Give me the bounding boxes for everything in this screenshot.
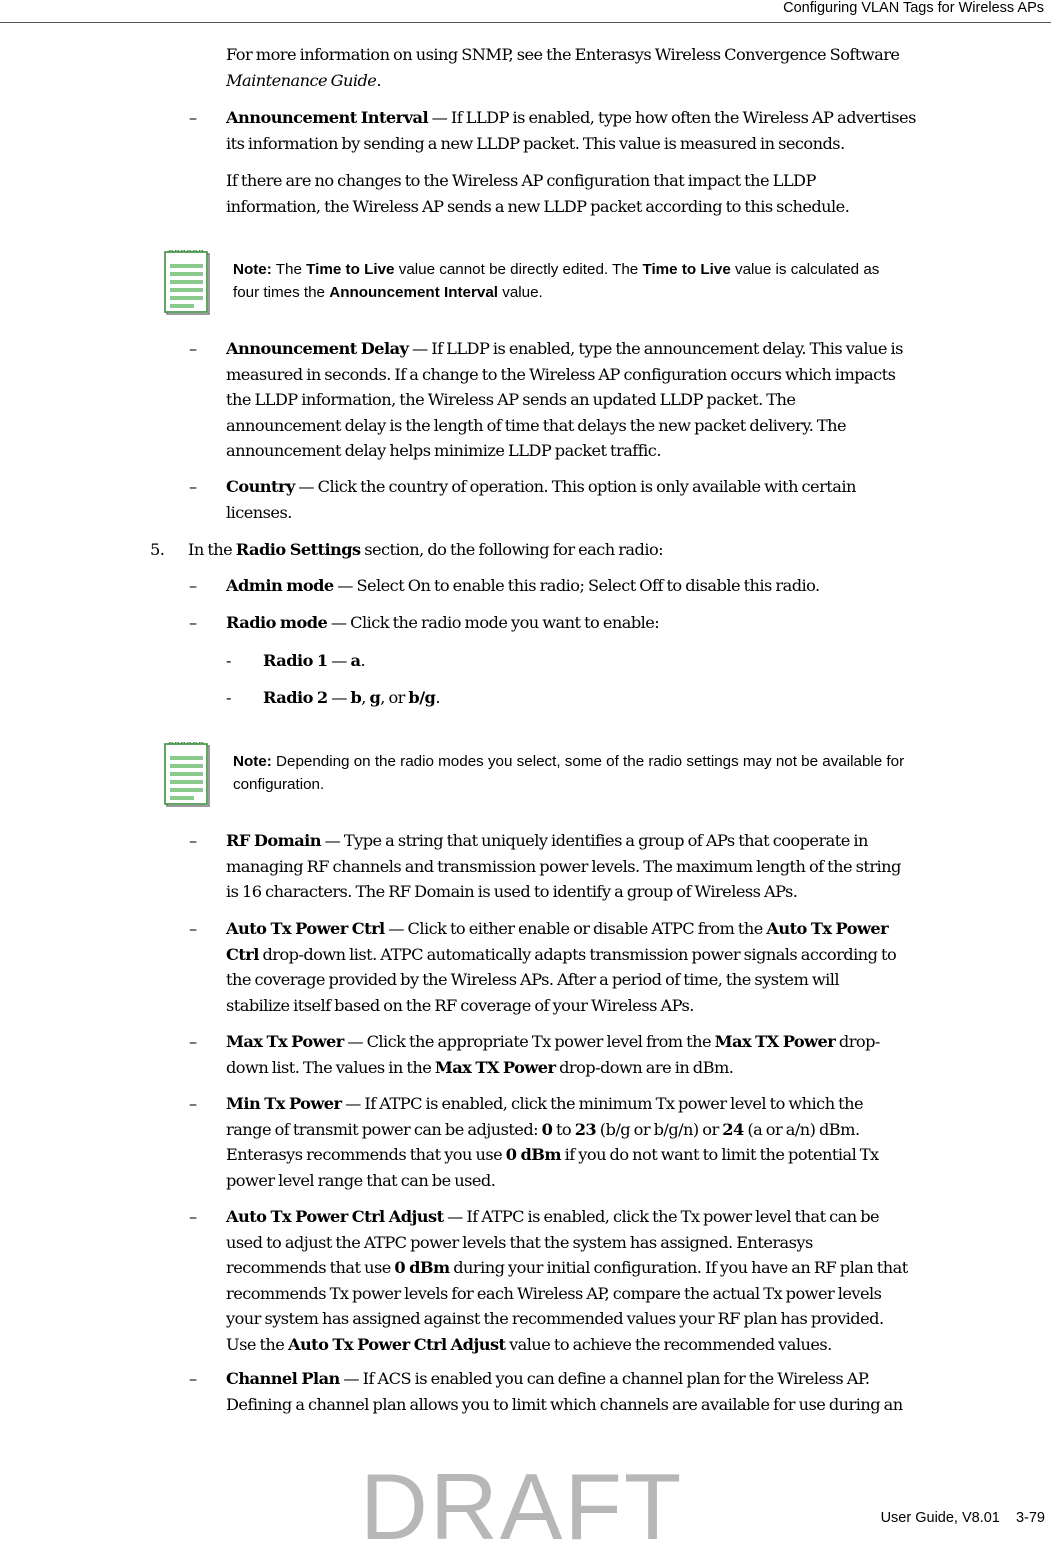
item-label: Radio mode bbox=[226, 613, 328, 632]
notepad-icon bbox=[163, 250, 211, 316]
note-text: Note: The Time to Live value cannot be directly edited. The Time to Live value is calculated as four times the Announcement Interval value. bbox=[233, 261, 880, 301]
page-footer: User Guide, V8.01 3-79 bbox=[880, 1510, 1045, 1526]
dash: – bbox=[189, 339, 197, 358]
header-title: Configuring VLAN Tags for Wireless APs bbox=[783, 0, 1044, 16]
dash: – bbox=[189, 1369, 197, 1388]
item-label: Announcement Delay bbox=[226, 339, 409, 358]
dash: – bbox=[189, 477, 197, 496]
step-number: 5. bbox=[150, 540, 165, 559]
dash: – bbox=[189, 831, 197, 850]
intro-line-2: Maintenance Guide. bbox=[226, 70, 381, 90]
item-label: Max Tx Power bbox=[226, 1032, 344, 1051]
no-changes-paragraph: If there are no changes to the Wireless AP configuration that impact the LLDP information, the Wireless AP sends a new LLDP packet according to this schedule. bbox=[226, 171, 850, 216]
dash: – bbox=[189, 1207, 197, 1226]
guide-title: Maintenance Guide bbox=[226, 70, 377, 90]
item-label: Channel Plan bbox=[226, 1369, 340, 1388]
dash: - bbox=[226, 651, 231, 670]
dash: - bbox=[226, 688, 231, 707]
item-label: Admin mode bbox=[226, 576, 334, 595]
dash: – bbox=[189, 108, 197, 127]
dash: – bbox=[189, 1094, 197, 1113]
intro-line-1: For more information on using SNMP, see the Enterasys Wireless Convergence Software bbox=[226, 45, 900, 64]
item-label: Country bbox=[226, 477, 295, 496]
dash: – bbox=[189, 576, 197, 595]
note-text: Note: Depending on the radio modes you select, some of the radio settings may not be available for configuration. bbox=[233, 753, 905, 793]
notepad-icon bbox=[163, 742, 211, 808]
item-label: Min Tx Power bbox=[226, 1094, 342, 1113]
dash: – bbox=[189, 1032, 197, 1051]
dash: – bbox=[189, 919, 197, 938]
item-label: Auto Tx Power Ctrl bbox=[226, 919, 385, 938]
item-label: RF Domain bbox=[226, 831, 322, 850]
dash: – bbox=[189, 613, 197, 632]
item-label: Announcement Interval bbox=[226, 108, 429, 127]
draft-watermark: DRAFT bbox=[360, 1454, 684, 1559]
intro-paragraph bbox=[226, 42, 1048, 93]
page-header bbox=[0, 0, 1051, 23]
item-label: Auto Tx Power Ctrl Adjust bbox=[226, 1207, 444, 1226]
